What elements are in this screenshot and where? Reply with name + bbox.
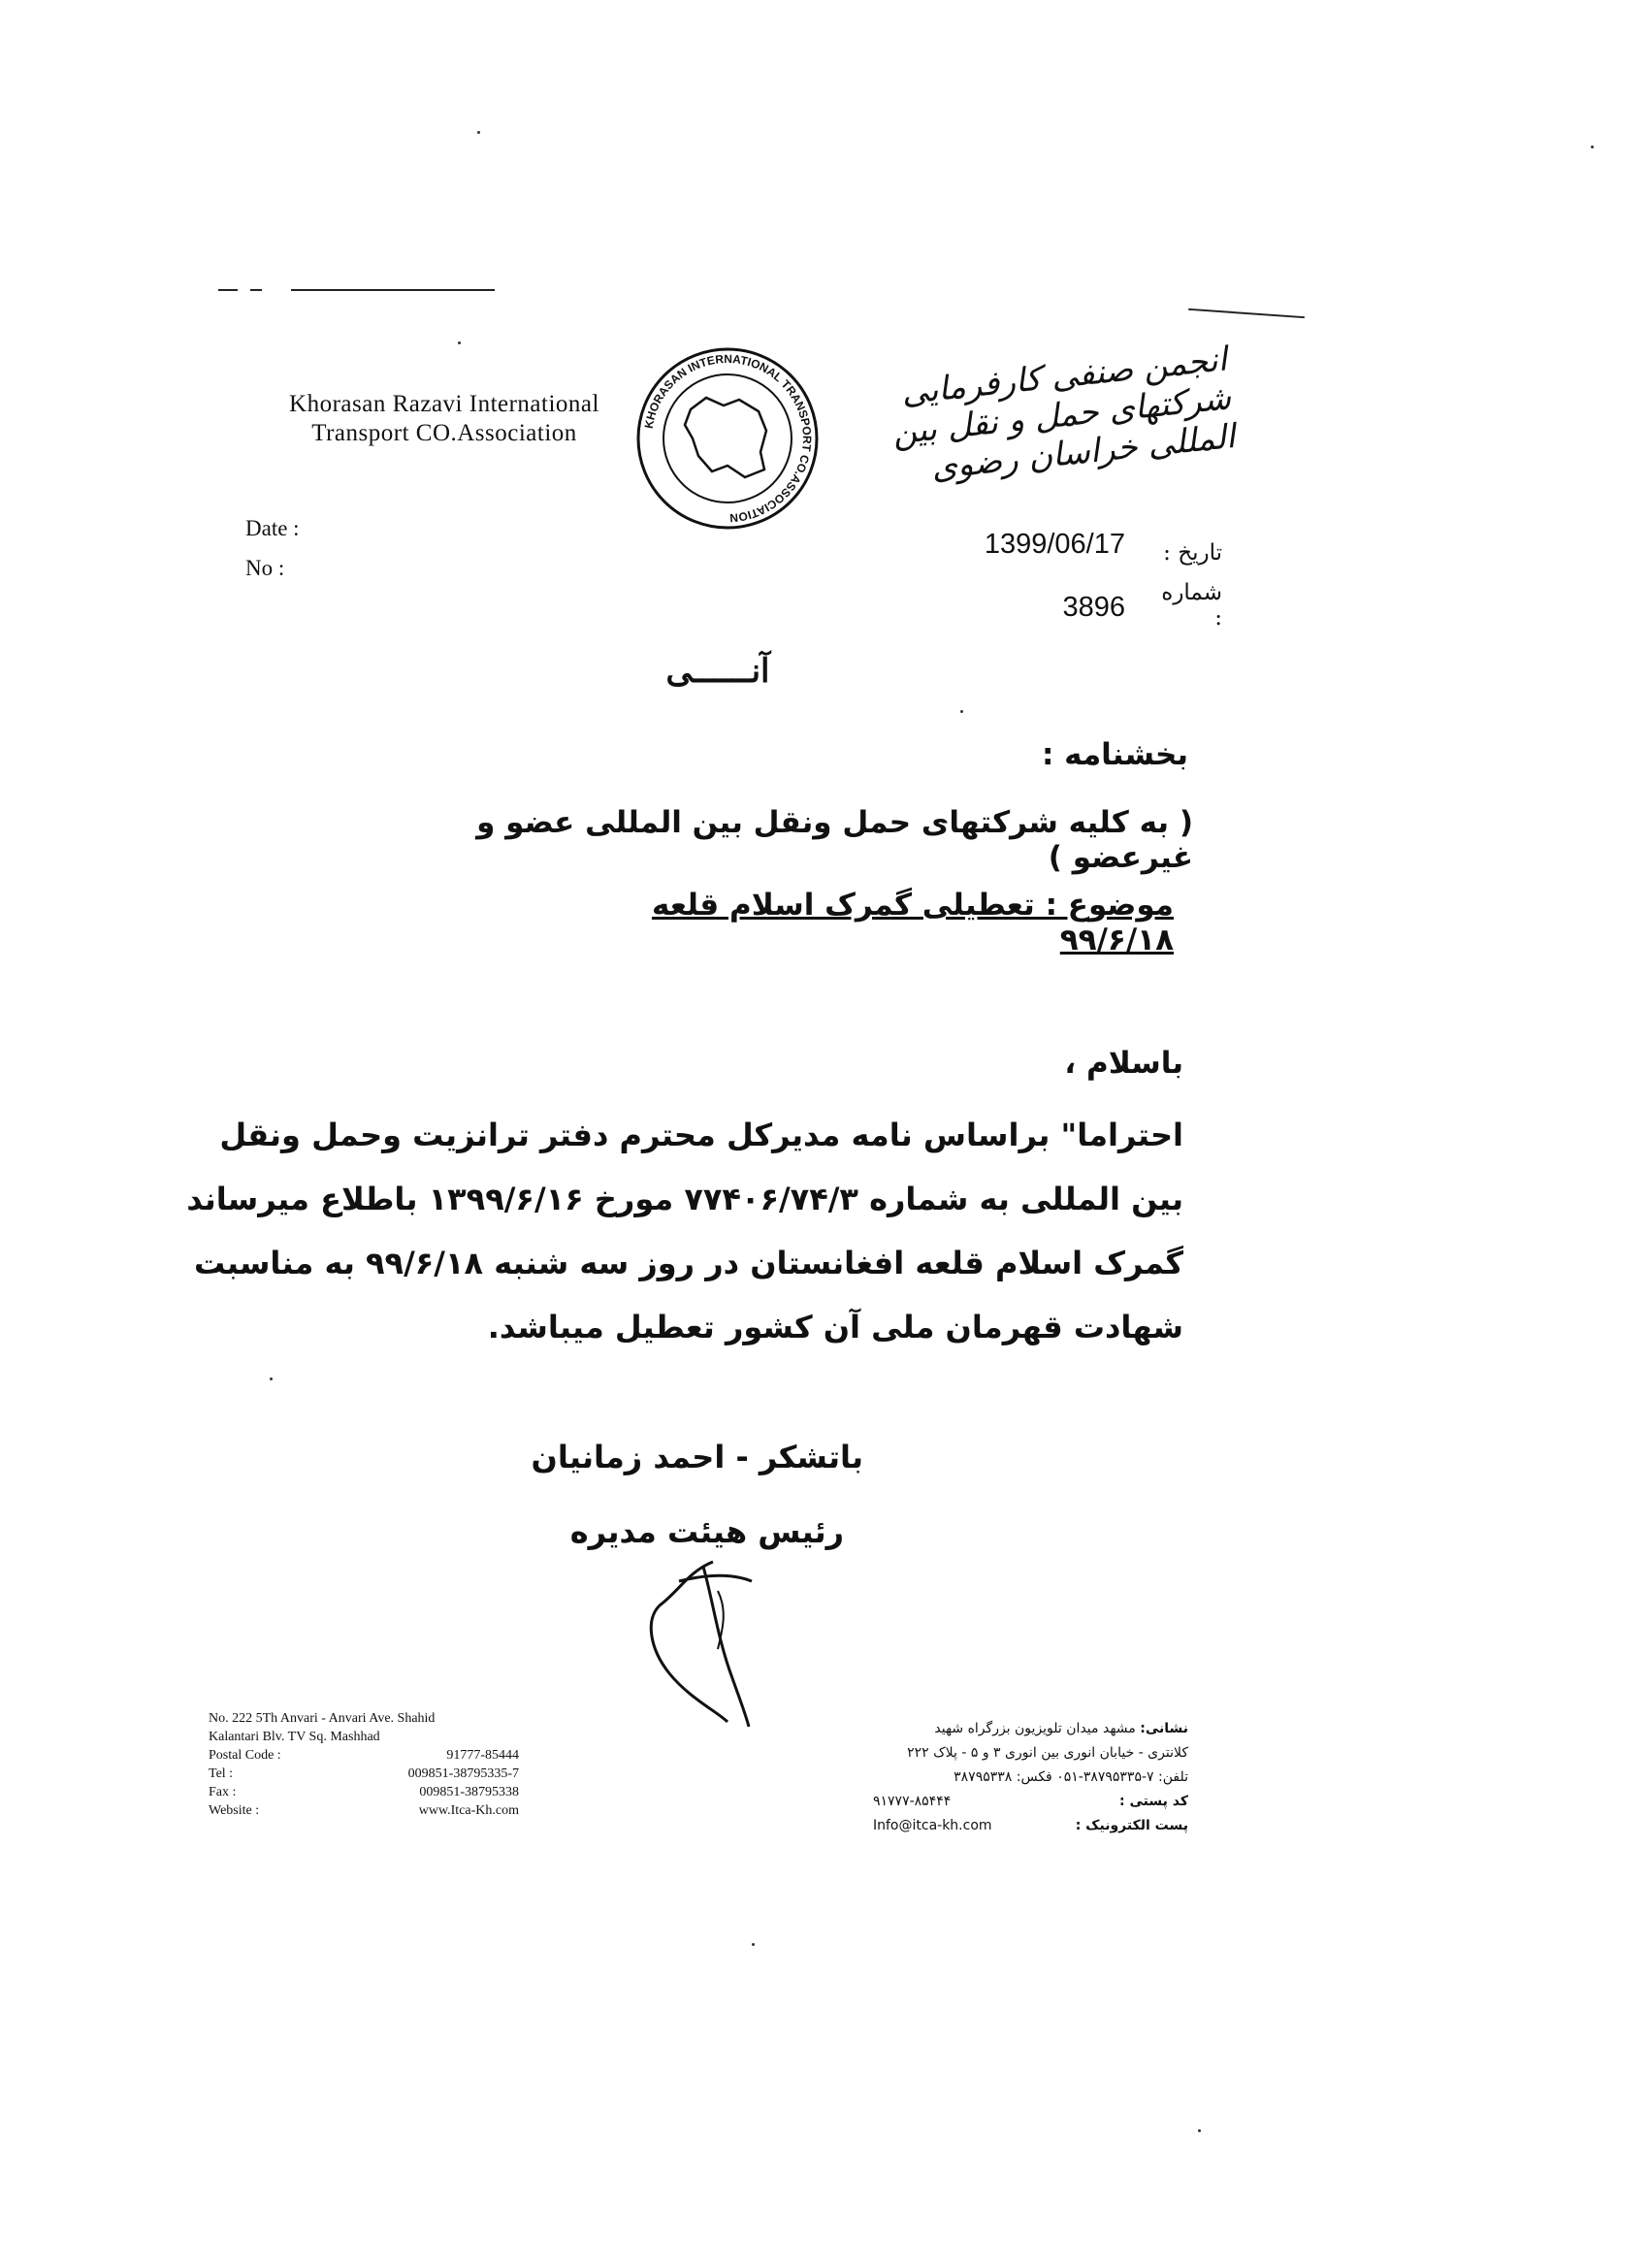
footer-address-line: Kalantari Blv. TV Sq. Mashhad xyxy=(209,1730,380,1744)
footer-fa-address-line2: کلانتری - خیابان انوری بین انوری ۳ و ۵ - پلاک ۲۲۲ xyxy=(907,1745,1188,1761)
date-value: 1399/06/17 xyxy=(984,529,1125,560)
logo-ring-text: KHORASAN INTERNATIONAL TRANSPORT CO.ASSOCIATION xyxy=(641,351,815,526)
footer-tel-value: 009851-38795335-7 xyxy=(407,1766,519,1781)
number-value: 3896 xyxy=(1062,592,1125,623)
body-line: احتراما" براساس نامه مدیرکل محترم دفتر ترانزیت وحمل ونقل xyxy=(219,1117,1183,1153)
scan-dot xyxy=(1591,146,1594,148)
org-name-en xyxy=(250,390,638,448)
footer-fax-label: Fax : xyxy=(209,1785,237,1799)
footer-web-row xyxy=(209,1801,519,1820)
scan-dot xyxy=(1198,2129,1201,2132)
footer-fa-address-row xyxy=(873,1717,1188,1741)
circular-label: بخشنامه : xyxy=(1041,737,1188,772)
scan-line xyxy=(1188,308,1305,318)
closing-signoff: باتشکر - احمد زمانیان xyxy=(531,1439,863,1475)
scan-line xyxy=(218,289,238,291)
scan-dot xyxy=(752,1943,755,1946)
date-label-en: Date : xyxy=(245,516,300,540)
handwritten-signature xyxy=(621,1542,795,1736)
footer-postal-label: Postal Code : xyxy=(209,1748,281,1763)
date-label-fa: تاریخ : xyxy=(1163,540,1222,566)
footer-fa-email-value: Info@itca-kh.com xyxy=(873,1818,992,1833)
footer-fa-postal-row xyxy=(873,1790,1188,1814)
footer-web-value: www.Itca-Kh.com xyxy=(418,1803,519,1818)
number-label-fa: شماره : xyxy=(1161,580,1222,631)
scan-dot xyxy=(960,710,963,713)
recipients-line: ( به کلیه شرکتهای حمل ونقل بین المللی عضو و غیرعضو ) xyxy=(476,805,1193,875)
org-name-en-line2: Transport CO.Association xyxy=(311,420,577,446)
subject-text: موضوع : تعطیلی گمرک اسلام قلعه ۹۹/۶/۱۸ xyxy=(651,888,1174,957)
footer-fax-value: 009851-38795338 xyxy=(419,1785,519,1799)
greeting: باسلام ، xyxy=(1064,1046,1183,1081)
org-name-fa: انجمن صنفی کارفرمایی شرکتهای حمل و نقل بین المللی خراسان رضوی xyxy=(890,340,1238,488)
scan-line xyxy=(291,289,495,291)
footer-fa-email-row xyxy=(873,1814,1188,1838)
scan-dot xyxy=(477,131,480,134)
body-paragraph xyxy=(186,1103,1183,1359)
org-name-en-line1: Khorasan Razavi International xyxy=(289,391,599,417)
footer-fa-phone-line: تلفن: ۷-۳۸۷۹۵۳۳۵-۰۵۱ فکس: ۳۸۷۹۵۳۳۸ xyxy=(954,1769,1188,1785)
iran-map-icon xyxy=(685,398,766,477)
scan-dot xyxy=(458,341,461,344)
footer-tel-label: Tel : xyxy=(209,1766,234,1781)
body-line: شهادت قهرمان ملی آن کشور تعطیل میباشد. xyxy=(487,1309,1183,1345)
subject-line xyxy=(543,888,1174,957)
footer-contact-en xyxy=(209,1709,519,1820)
footer-tel-row xyxy=(209,1765,519,1783)
signatory-title: رئیس هیئت مدیره xyxy=(569,1513,844,1550)
footer-fa-address-label: نشانی: xyxy=(1140,1721,1188,1736)
footer-web-label: Website : xyxy=(209,1803,260,1818)
svg-text:KHORASAN INTERNATIONAL TRANSPO xyxy=(642,352,814,525)
body-line: گمرک اسلام قلعه افغانستان در روز سه شنبه ۹۹/۶/۱۸ به مناسبت xyxy=(194,1245,1183,1281)
footer-postal-row xyxy=(209,1746,519,1765)
scan-dot xyxy=(270,1377,273,1380)
no-label-en: No : xyxy=(245,556,285,580)
footer-fa-address-line1: مشهد میدان تلویزیون بزرگراه شهید xyxy=(934,1721,1136,1736)
footer-contact-fa xyxy=(873,1717,1188,1838)
footer-fa-postal-label: کد پستی : xyxy=(1119,1794,1188,1809)
footer-postal-value: 91777-85444 xyxy=(446,1748,519,1763)
footer-fa-email-label: پست الکترونیک : xyxy=(1075,1818,1188,1833)
scan-line xyxy=(250,289,262,291)
footer-address-line: No. 222 5Th Anvari - Anvari Ave. Shahid xyxy=(209,1711,436,1726)
body-line: بین المللی به شماره ۷۷۴۰۶/۷۴/۳ مورخ ۱۳۹۹/۶/۱۶ باطلاع میرساند xyxy=(186,1181,1183,1217)
footer-fa-postal-value: ۹۱۷۷۷-۸۵۴۴۴ xyxy=(873,1794,952,1809)
footer-fax-row xyxy=(209,1783,519,1801)
urgency-heading: آنــــــی xyxy=(665,652,770,691)
association-logo xyxy=(630,341,824,535)
